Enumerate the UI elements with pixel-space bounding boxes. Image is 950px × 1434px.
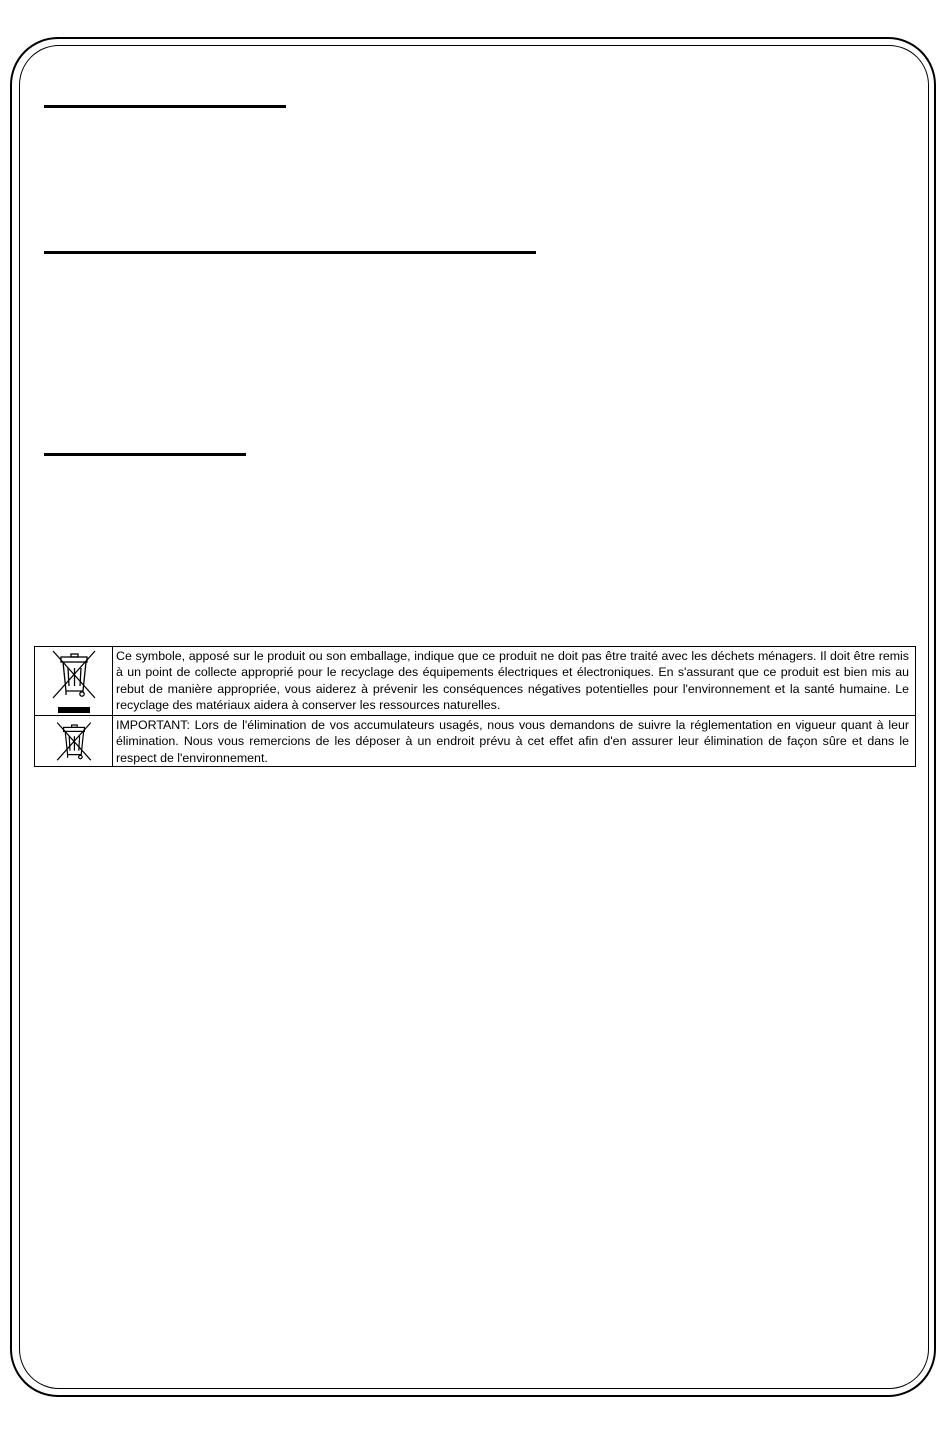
- heading-rule-1: [44, 105, 286, 108]
- crossed-out-wheelie-bin-icon: [54, 718, 94, 764]
- disposal-notice-table: [34, 646, 916, 767]
- heading-rule-2: [44, 251, 536, 254]
- disposal-notice-row: [35, 647, 916, 716]
- notice-text: IMPORTANT: Lors de l'élimination de vos accumulateurs usagés, nous vous demandons de suivre la réglementation en vigueur quant à leur élimination. Nous vous remercions de les déposer à un endroit prévu à cet effet afin d'en assurer leur élimination de façon sûre et dans le respect de l'environnement.: [113, 716, 916, 767]
- notice-text: Ce symbole, apposé sur le produit ou son emballage, indique que ce produit ne doit pas être traité avec les déchets ménagers. Il doit être remis à un point de collecte approprié pour le recyclage des équipements électriques et électroniques. En s'assurant que ce produit est bien mis au rebut de manière appropriée, vous aiderez à prévenir les conséquences négatives potentielles pour l'environnement et la santé humaine. Le recyclage des matériaux aidera à conserver les ressources naturelles.: [113, 647, 916, 716]
- crossed-out-wheelie-bin-icon: [49, 649, 99, 715]
- disposal-notice-row: [35, 716, 916, 767]
- heading-rule-3: [44, 453, 246, 456]
- notice-icon-cell: [35, 647, 113, 716]
- notice-icon-cell: [35, 716, 113, 767]
